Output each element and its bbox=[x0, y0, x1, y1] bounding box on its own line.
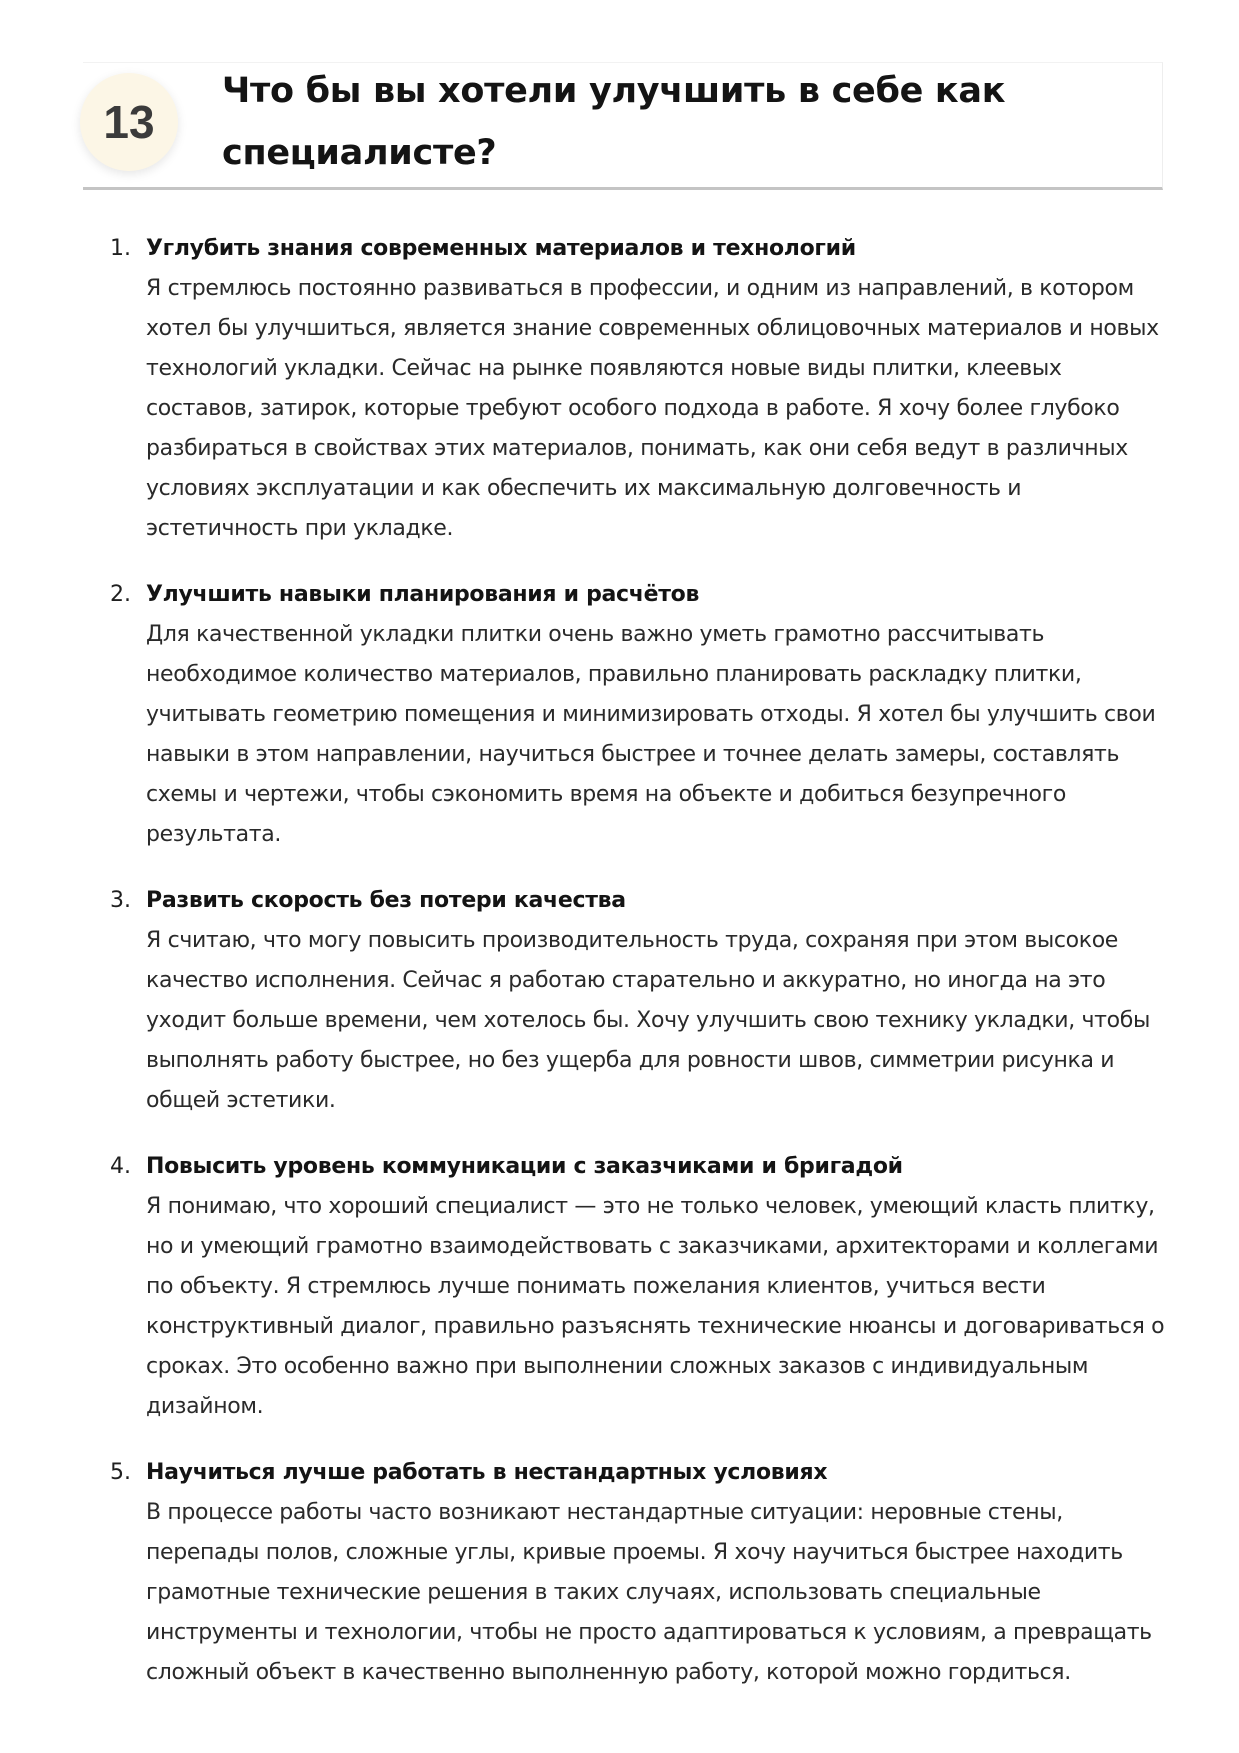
list-item bbox=[110, 1453, 1170, 1693]
item-title: Научиться лучше работать в нестандартных условиях bbox=[146, 1460, 828, 1485]
list-item bbox=[110, 881, 1170, 1121]
list-item bbox=[110, 575, 1170, 855]
item-number: 3. bbox=[110, 888, 131, 913]
item-number: 4. bbox=[110, 1154, 131, 1179]
item-body: В процессе работы часто возникают нестандартные ситуации: неровные стены, перепады полов, сложные углы, кривые проемы. Я хочу научиться быстрее находить грамотные технические решения в таких случаях, использовать специальные инструменты и технологии, чтобы не просто адаптироваться к условиям, а превращать сложный объект в качественно выполненную работу, которой можно гордиться. bbox=[146, 1500, 1152, 1685]
item-body: Для качественной укладки плитки очень важно уметь грамотно рассчитывать необходимое количество материалов, правильно планировать раскладку плитки, учитывать геометрию помещения и минимизировать отходы. Я хотел бы улучшить свои навыки в этом направлении, научиться быстрее и точнее делать замеры, составлять схемы и чертежи, чтобы сэкономить время на объекте и добиться безупречного результата. bbox=[146, 622, 1156, 847]
item-title: Развить скорость без потери качества bbox=[146, 888, 626, 913]
item-title: Повысить уровень коммуникации с заказчиками и бригадой bbox=[146, 1154, 903, 1179]
question-number-badge: 13 bbox=[80, 73, 178, 171]
item-body: Я понимаю, что хороший специалист — это не только человек, умеющий класть плитку, но и умеющий грамотно взаимодействовать с заказчиками, архитекторами и коллегами по объекту. Я стремлюсь лучше понимать пожелания клиентов, учиться вести конструктивный диалог, правильно разъяснять технические нюансы и договариваться о сроках. Это особенно важно при выполнении сложных заказов с индивидуальным дизайном. bbox=[146, 1194, 1165, 1419]
item-number: 1. bbox=[110, 236, 131, 261]
list-item bbox=[110, 1147, 1170, 1427]
list-item bbox=[110, 229, 1170, 549]
improvement-list bbox=[110, 229, 1170, 1719]
item-body: Я считаю, что могу повысить производительность труда, сохраняя при этом высокое качество исполнения. Сейчас я работаю старательно и аккуратно, но иногда на это уходит больше времени, чем хотелось бы. Хочу улучшить свою технику укладки, чтобы выполнять работу быстрее, но без ущерба для ровности швов, симметрии рисунка и общей эстетики. bbox=[146, 928, 1150, 1113]
question-title: Что бы вы хотели улучшить в себе как специалисте? bbox=[222, 71, 1006, 173]
item-number: 5. bbox=[110, 1460, 131, 1485]
item-title: Улучшить навыки планирования и расчётов bbox=[146, 582, 700, 607]
item-body: Я стремлюсь постоянно развиваться в профессии, и одним из направлений, в котором хотел бы улучшиться, является знание современных облицовочных материалов и новых технологий укладки. Сейчас на рынке появляются новые виды плитки, клеевых составов, затирок, которые требуют особого подхода в работе. Я хочу более глубоко разбираться в свойствах этих материалов, понимать, как они себя ведут в различных условиях эксплуатации и как обеспечить их максимальную долговечность и эстетичность при укладке. bbox=[146, 276, 1159, 541]
item-title: Углубить знания современных материалов и технологий bbox=[146, 236, 856, 261]
item-number: 2. bbox=[110, 582, 131, 607]
